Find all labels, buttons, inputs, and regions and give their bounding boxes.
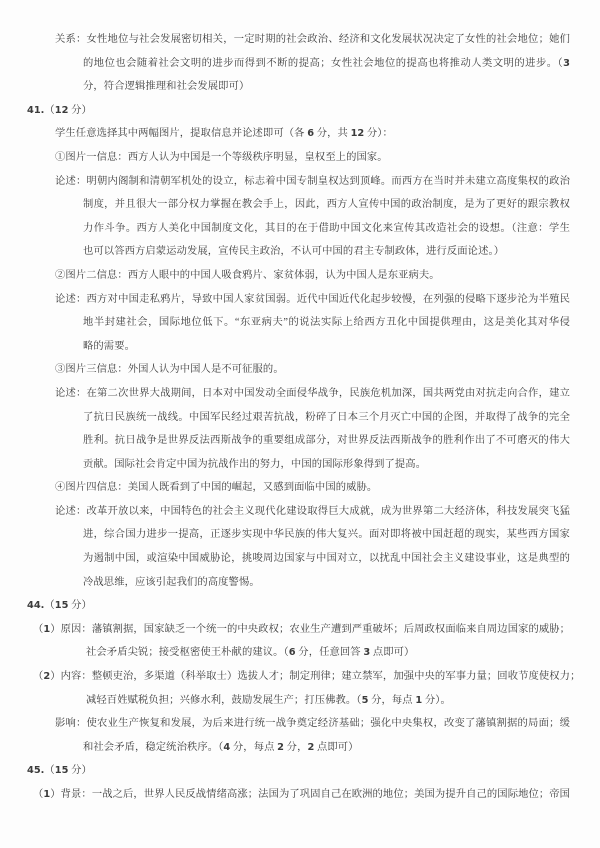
answer-line-picture4-info: ④图片四信息：美国人既看到了中国的崛起，又感到面临中国的威胁。 — [55, 482, 378, 494]
answer-line: 也可以答西方启蒙运动发展，宣传民主政治，不认可中国的君主专制政体，进行反面论述。） — [83, 246, 505, 258]
answer-line-instruction: 学生任意选择其中两幅图片，提取信息并论述即可（各 6 分，共 12 分）： — [55, 128, 393, 140]
answer-line: 胜利。抗日战争是世界反法西斯战争的重要组成部分，对世界反法西斯战争的胜利作出了不可磨灭的伟大 — [83, 435, 570, 447]
answer-line: 地半封建社会，国际地位低下。“东亚病夫”的说法实际上给西方丑化中国提供理由，这是美化其对华侵 — [83, 317, 570, 329]
answer-line: 贡献。国际社会肯定中国为抗战作出的努力，中国的国际形象得到了提高。 — [83, 458, 427, 470]
answer-line: 制度，并且很大一部分权力掌握在教会手上，因此，西方人宣传中国的政治制度，是为了更好的跟宗教权 — [83, 199, 570, 211]
answer-line-picture3-info: ③图片三信息：外国人认为中国人是不可征服的。 — [55, 364, 284, 376]
answer-line: 为遏制中国，或渲染中国威胁论，挑唆周边国家与中国对立，以扰乱中国社会主义建设事业，这是典型的 — [83, 553, 570, 565]
answer-line-44-2-content: （2）内容：整顿吏治，多渠道（科举取士）选拔人才；制定刑律；建立禁军，加强中央的军事力量；回收节度使权力； — [33, 671, 581, 683]
answer-line: 和社会矛盾，稳定统治秩序。（4 分，每点 2 分，2 点即可） — [83, 741, 359, 753]
answer-line-picture1-info: ①图片一信息：西方人认为中国是一个等级秩序明显，皇权至上的国家。 — [55, 151, 388, 163]
answer-line: 了抗日民族统一战线。中国军民经过艰苦抗战，粉碎了日本三个月灭亡中国的企图，并取得了战争的完全 — [83, 411, 570, 423]
question-41-header: 41.（12 分） — [27, 104, 92, 116]
answer-line-45-1-background: （1）背景：一战之后，世界人民反战情绪高涨；法国为了巩固自己在欧洲的地位；美国为提升自己的国际地位；帝国 — [33, 789, 571, 800]
answer-line-picture2-info: ②图片二信息：西方人眼中的中国人吸食鸦片、家贫体弱，认为中国人是东亚病夫。 — [55, 269, 440, 281]
answer-line-44-1-cause: （1）原因：藩镇割据，国家缺乏一个统一的中央政权；农业生产遭到严重破坏；后周政权面临来自周边国家的威胁； — [33, 623, 571, 635]
question-45-header: 45.（15 分） — [27, 765, 92, 777]
answer-line: 进，综合国力进步一提高，正逐步实现中华民族的伟大复兴。面对即将被中国赶超的现实，某些西方国家 — [83, 529, 570, 541]
answer-line: 冷战思维，应该引起我们的高度警惕。 — [83, 576, 260, 588]
answer-line: 社会矛盾尖锐；接受枢密使王朴献的建议。（6 分，任意回答 3 点即可） — [86, 647, 415, 659]
answer-line-discussion: 论述：明朝内阁制和清朝军机处的设立，标志着中国专制皇权达到顶峰。而西方在当时并未建立高度集权的政治 — [55, 175, 570, 187]
answer-line-discussion: 论述：在第二次世界大战期间，日本对中国发动全面侵华战争，民族危机加深，国共两党由对抗走向合作，建立 — [55, 387, 570, 399]
answer-line-discussion: 论述：西方对中国走私鸦片，导致中国人家贫国弱。近代中国近代化起步较慢，在列强的侵略下逐步沦为半殖民 — [55, 293, 570, 305]
answer-line: 力作斗争。西方人美化中国制度文化，其目的在于借助中国文化来宣传其改造社会的设想。（注意：学生 — [83, 222, 570, 234]
answer-line: 的地位也会随着社会文明的进步而得到不断的提高；女性社会地位的提高也将推动人类文明的进步。（3 — [83, 57, 570, 69]
answer-line: 分，符合逻辑推理和社会发展即可） — [83, 81, 250, 93]
question-44-header: 44.（15 分） — [27, 600, 92, 612]
answer-line: 减轻百姓赋税负担；兴修水利，鼓励发展生产；打压佛教。（5 分，每点 1 分）。 — [86, 694, 451, 706]
answer-line-relation: 关系：女性地位与社会发展密切相关，一定时期的社会政治、经济和文化发展状况决定了女性的社会地位；她们 — [55, 34, 570, 45]
answer-line-44-influence: 影响：使农业生产恢复和发展，为后来进行统一战争奠定经济基础；强化中央集权，改变了藩镇割据的局面；缓 — [55, 718, 570, 730]
answer-line-discussion: 论述：改革开放以来，中国特色的社会主义现代化建设取得巨大成就，成为世界第二大经济体，科技发展突飞猛 — [55, 505, 570, 517]
answer-line: 略的需要。 — [83, 340, 135, 352]
